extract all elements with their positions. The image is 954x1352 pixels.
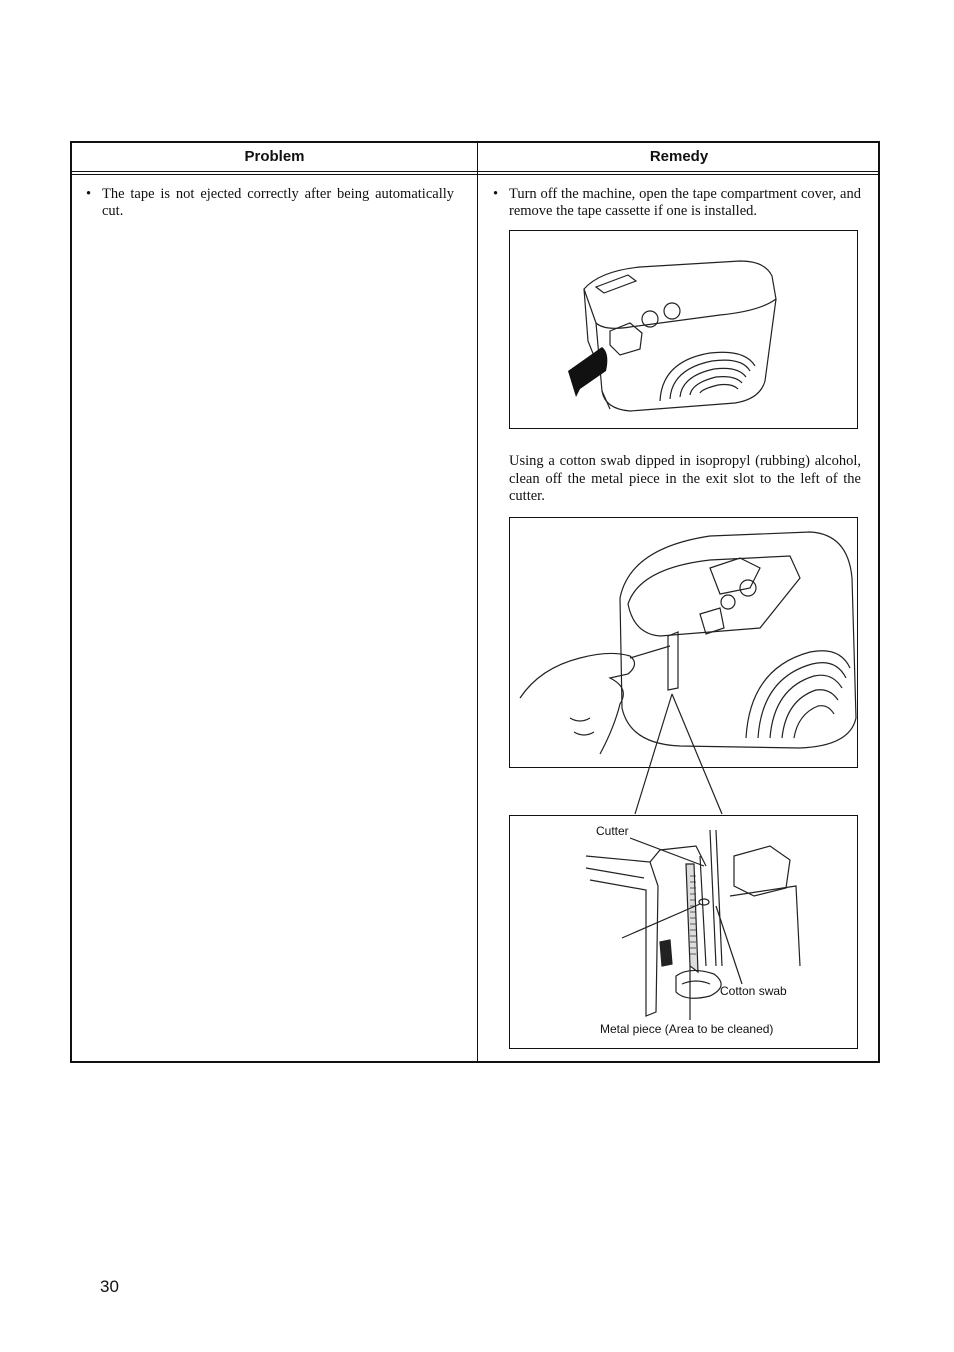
closeup-illustration xyxy=(510,816,857,1048)
callout-cutter: Cutter xyxy=(596,824,629,838)
printer-illustration-1 xyxy=(510,231,857,428)
callout-cotton-swab: Cotton swab xyxy=(720,984,787,998)
remedy-step2-text: Using a cotton swab dipped in isopropyl (rubbing) alcohol, clean off the metal piece in the exit slot to the left of the cutter. xyxy=(509,453,861,504)
column-divider xyxy=(477,143,478,1061)
header-remedy: Remedy xyxy=(649,148,709,165)
problem-text: The tape is not ejected correctly after being automatically cut. xyxy=(102,186,454,219)
figure-open-cover xyxy=(509,230,858,429)
bullet: • xyxy=(493,186,499,202)
header-rule xyxy=(72,171,878,172)
figure-cleaning xyxy=(509,517,858,768)
figure-closeup xyxy=(509,815,858,1049)
problem-item xyxy=(86,186,454,220)
header-problem: Problem xyxy=(244,148,305,165)
bullet: • xyxy=(86,186,92,202)
troubleshooting-table xyxy=(70,141,880,1063)
remedy-item xyxy=(493,186,861,220)
page-number: 30 xyxy=(100,1277,119,1296)
remedy-step1-text: Turn off the machine, open the tape compartment cover, and remove the tape cassette if one is installed. xyxy=(509,186,861,219)
printer-illustration-2 xyxy=(510,518,857,767)
callout-metal-piece: Metal piece (Area to be cleaned) xyxy=(600,1022,774,1036)
header-rule-double xyxy=(72,174,878,175)
